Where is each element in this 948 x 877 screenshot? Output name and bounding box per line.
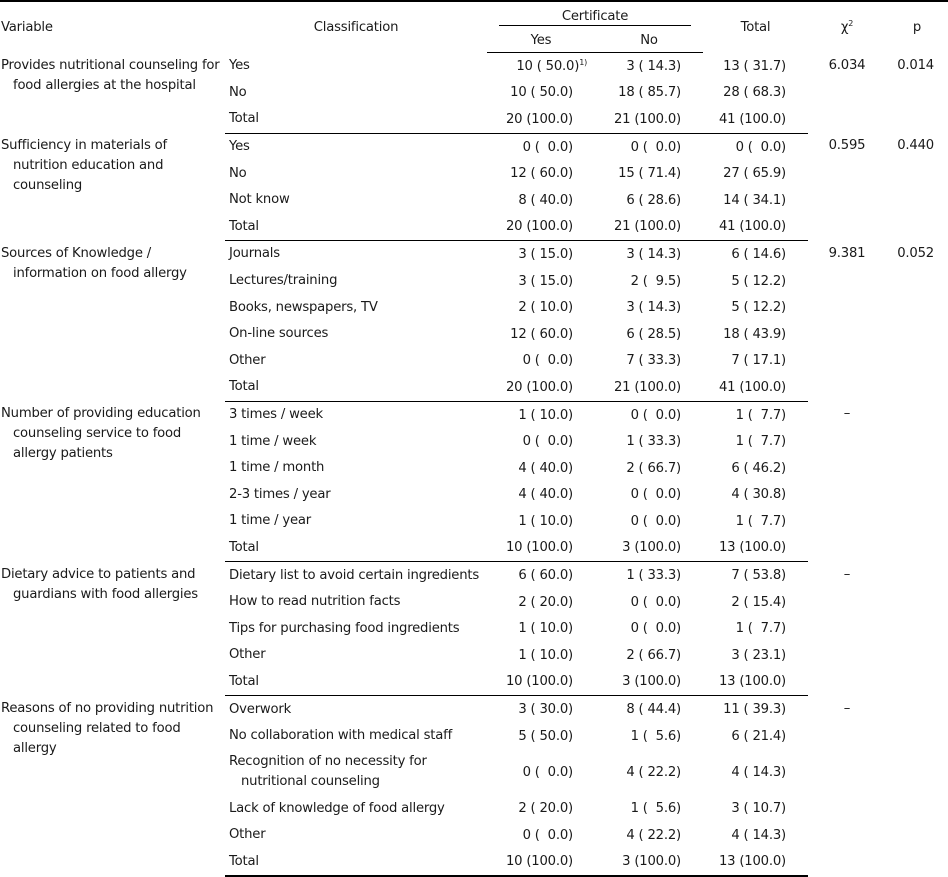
yes-cell — [487, 749, 595, 795]
header-certificate-label: Certificate — [499, 9, 691, 26]
classification-cell — [225, 696, 487, 723]
no-cell: 2 ( 66.7) — [626, 460, 681, 476]
classification-label: Total — [229, 673, 259, 689]
no-cell: 15 ( 71.4) — [618, 166, 681, 182]
classification-cell — [225, 589, 487, 616]
chi-square-cell: – — [843, 700, 851, 716]
variable-cell — [0, 562, 225, 696]
classification-cell — [225, 749, 487, 795]
yes-cell — [487, 615, 595, 642]
chi-square-cell: – — [843, 566, 851, 582]
yes-value: 0 ( 0.0) — [522, 139, 573, 155]
classification-label: Books, newspapers, TV — [229, 299, 378, 315]
no-cell: 3 ( 14.3) — [626, 246, 681, 262]
total-cell: 27 ( 65.9) — [723, 166, 786, 182]
classification-cell — [225, 535, 487, 562]
classification-label: Total — [229, 539, 259, 555]
classification-cell — [225, 822, 487, 849]
header-variable: Variable — [0, 1, 225, 53]
yes-cell — [487, 642, 595, 669]
yes-cell — [487, 106, 595, 133]
total-cell: 0 ( 0.0) — [735, 139, 786, 155]
header-no: No — [595, 28, 703, 53]
classification-cell — [225, 455, 487, 482]
total-cell: 5 ( 12.2) — [731, 273, 786, 289]
no-cell: 6 ( 28.6) — [626, 192, 681, 208]
variable-label: Reasons of no providing nutrition counseling related to food allergy — [1, 700, 214, 756]
header-p: p — [886, 1, 948, 53]
classification-label: On-line sources — [229, 326, 329, 342]
yes-cell — [487, 428, 595, 455]
total-cell: 11 ( 39.3) — [723, 702, 786, 718]
yes-cell — [487, 53, 595, 80]
classification-label: Tips for purchasing food ingredients — [229, 620, 460, 636]
no-cell: 0 ( 0.0) — [630, 594, 681, 610]
no-cell: 21 (100.0) — [595, 106, 703, 133]
yes-value: 0 ( 0.0) — [522, 764, 573, 780]
yes-cell — [487, 401, 595, 428]
variable-cell — [0, 133, 225, 240]
no-cell: 0 ( 0.0) — [630, 139, 681, 155]
chi-square-cell: 6.034 — [828, 57, 866, 73]
classification-cell — [225, 508, 487, 535]
classification-cell — [225, 482, 487, 509]
classification-label: Other — [229, 827, 266, 843]
yes-cell — [487, 696, 595, 723]
classification-label: 1 time / month — [229, 460, 325, 476]
yes-value: 5 ( 50.0) — [518, 728, 573, 744]
classification-cell — [225, 615, 487, 642]
yes-value: 10 ( 50.0) — [510, 85, 573, 101]
total-cell: 3 ( 23.1) — [731, 647, 786, 663]
yes-value: 0 ( 0.0) — [522, 827, 573, 843]
total-cell: 4 ( 14.3) — [731, 827, 786, 843]
yes-value: 4 ( 40.0) — [518, 460, 573, 476]
classification-label: Yes — [229, 139, 250, 155]
yes-value: 1 ( 10.0) — [518, 407, 573, 423]
yes-value: 4 ( 40.0) — [518, 487, 573, 503]
variable-label: Number of providing education counseling service to food allergy patients — [1, 406, 201, 462]
yes-cell — [487, 348, 595, 375]
no-cell: 3 ( 14.3) — [626, 300, 681, 316]
classification-label: Total — [229, 218, 259, 234]
classification-label: Dietary list to avoid certain ingredients — [229, 567, 480, 583]
classification-cell — [225, 241, 487, 268]
classification-cell — [225, 428, 487, 455]
yes-cell — [487, 133, 595, 160]
yes-value: 10 ( 50.0) — [516, 59, 580, 75]
classification-cell — [225, 106, 487, 133]
classification-cell — [225, 187, 487, 214]
no-cell: 1 ( 5.6) — [630, 801, 681, 817]
yes-value: 0 ( 0.0) — [522, 353, 573, 369]
p-value-cell: 0.052 — [897, 245, 934, 261]
total-cell: 13 (100.0) — [703, 849, 808, 877]
classification-cell — [225, 80, 487, 107]
classification-label: Yes — [229, 58, 250, 74]
total-cell: 2 ( 15.4) — [731, 594, 786, 610]
classification-label: Total — [229, 853, 259, 869]
yes-cell — [487, 374, 595, 401]
total-cell: 41 (100.0) — [703, 106, 808, 133]
yes-cell — [487, 723, 595, 750]
no-cell: 2 ( 9.5) — [630, 273, 681, 289]
table-row — [0, 401, 948, 428]
yes-value: 2 ( 20.0) — [518, 801, 573, 817]
classification-label: 1 time / week — [229, 433, 317, 449]
no-cell: 0 ( 0.0) — [630, 407, 681, 423]
classification-cell — [225, 133, 487, 160]
classification-cell — [225, 321, 487, 348]
header-total: Total — [703, 1, 808, 53]
yes-cell — [487, 294, 595, 321]
no-cell: 0 ( 0.0) — [630, 487, 681, 503]
classification-cell — [225, 401, 487, 428]
classification-label: Recognition of no necessity for nutritional counseling — [229, 754, 427, 790]
no-cell: 1 ( 33.3) — [626, 434, 681, 450]
classification-label: Journals — [229, 246, 280, 262]
yes-value: 2 ( 20.0) — [518, 594, 573, 610]
total-cell: 3 ( 10.7) — [731, 801, 786, 817]
total-cell: 41 (100.0) — [703, 214, 808, 241]
variable-cell — [0, 696, 225, 876]
yes-value: 6 ( 60.0) — [518, 568, 573, 584]
yes-value: 1 ( 10.0) — [518, 647, 573, 663]
total-cell: 1 ( 7.7) — [735, 407, 786, 423]
no-cell: 2 ( 66.7) — [626, 647, 681, 663]
variable-label: Provides nutritional counseling for food allergies at the hospital — [1, 57, 220, 93]
no-cell: 3 ( 14.3) — [626, 58, 681, 74]
total-cell: 18 ( 43.9) — [723, 326, 786, 342]
yes-value: 1 ( 10.0) — [518, 621, 573, 637]
classification-label: 3 times / week — [229, 407, 323, 423]
total-cell: 7 ( 17.1) — [731, 353, 786, 369]
yes-value: 1 ( 10.0) — [518, 513, 573, 529]
no-cell: 1 ( 5.6) — [630, 728, 681, 744]
total-cell: 1 ( 7.7) — [735, 434, 786, 450]
table-row — [0, 562, 948, 589]
no-cell: 21 (100.0) — [595, 374, 703, 401]
no-cell: 4 ( 22.2) — [626, 827, 681, 843]
variable-label: Dietary advice to patients and guardians with food allergies — [1, 566, 198, 602]
chi-square-cell: – — [843, 406, 851, 422]
total-cell: 6 ( 14.6) — [731, 246, 786, 262]
header-chi-square: $\chi^2$ — [808, 1, 886, 53]
yes-cell — [487, 535, 595, 562]
yes-cell — [487, 455, 595, 482]
yes-value: 0 ( 0.0) — [522, 434, 573, 450]
yes-cell — [487, 562, 595, 589]
classification-cell — [225, 53, 487, 80]
variable-cell — [0, 401, 225, 562]
yes-value: 10 (100.0) — [505, 540, 573, 556]
classification-label: 2-3 times / year — [229, 486, 331, 502]
yes-cell — [487, 187, 595, 214]
variable-label: Sufficiency in materials of nutrition education and counseling — [1, 138, 167, 194]
classification-cell — [225, 294, 487, 321]
yes-value: 12 ( 60.0) — [510, 326, 573, 342]
p-value-cell: 0.014 — [897, 57, 934, 73]
table-row — [0, 696, 948, 723]
classification-cell — [225, 160, 487, 187]
table-row — [0, 241, 948, 268]
header-yes: Yes — [487, 28, 595, 53]
yes-value: 20 (100.0) — [505, 111, 573, 127]
yes-cell — [487, 822, 595, 849]
table-row — [0, 53, 948, 80]
variable-cell — [0, 241, 225, 402]
chi-square-cell: 0.595 — [828, 138, 866, 154]
no-cell: 7 ( 33.3) — [626, 353, 681, 369]
total-cell: 14 ( 34.1) — [723, 192, 786, 208]
classification-label: No — [229, 84, 247, 100]
classification-label: Lack of knowledge of food allergy — [229, 800, 445, 816]
no-cell: 3 (100.0) — [595, 849, 703, 877]
classification-cell — [225, 348, 487, 375]
classification-label: Total — [229, 111, 259, 127]
classification-label: How to read nutrition facts — [229, 594, 401, 610]
yes-cell — [487, 795, 595, 822]
no-cell: 21 (100.0) — [595, 214, 703, 241]
classification-label: Overwork — [229, 701, 292, 717]
p-value-cell — [886, 696, 948, 876]
yes-cell — [487, 849, 595, 877]
classification-label: 1 time / year — [229, 513, 312, 529]
yes-cell — [487, 669, 595, 696]
p-value-cell — [886, 401, 948, 562]
no-cell: 18 ( 85.7) — [618, 85, 681, 101]
classification-cell — [225, 214, 487, 241]
classification-cell — [225, 562, 487, 589]
no-cell: 3 (100.0) — [595, 535, 703, 562]
classification-cell — [225, 669, 487, 696]
yes-cell — [487, 268, 595, 295]
yes-value: 20 (100.0) — [505, 379, 573, 395]
yes-cell — [487, 482, 595, 509]
classification-label: Total — [229, 379, 259, 395]
yes-cell — [487, 80, 595, 107]
header-certificate — [487, 1, 703, 28]
no-cell: 1 ( 33.3) — [626, 568, 681, 584]
classification-label: No collaboration with medical staff — [229, 728, 453, 744]
p-value-cell: 0.440 — [897, 138, 934, 154]
classification-cell — [225, 268, 487, 295]
no-cell: 0 ( 0.0) — [630, 513, 681, 529]
total-cell: 13 ( 31.7) — [723, 58, 786, 74]
footnote-marker: 1) — [579, 58, 587, 68]
no-cell: 0 ( 0.0) — [630, 621, 681, 637]
yes-value: 3 ( 30.0) — [518, 702, 573, 718]
classification-cell — [225, 849, 487, 877]
yes-cell — [487, 321, 595, 348]
classification-label: Other — [229, 352, 266, 368]
variable-cell — [0, 53, 225, 134]
yes-cell — [487, 214, 595, 241]
table-body — [0, 53, 948, 877]
yes-cell — [487, 589, 595, 616]
total-cell: 41 (100.0) — [703, 374, 808, 401]
no-cell: 3 (100.0) — [595, 669, 703, 696]
yes-cell — [487, 241, 595, 268]
no-cell: 4 ( 22.2) — [626, 764, 681, 780]
total-cell: 28 ( 68.3) — [723, 85, 786, 101]
classification-cell — [225, 795, 487, 822]
yes-value: 3 ( 15.0) — [518, 273, 573, 289]
total-cell: 4 ( 14.3) — [731, 764, 786, 780]
p-value-cell — [886, 562, 948, 696]
total-cell: 1 ( 7.7) — [735, 513, 786, 529]
classification-cell — [225, 642, 487, 669]
no-cell: 8 ( 44.4) — [626, 702, 681, 718]
yes-cell — [487, 160, 595, 187]
total-cell: 6 ( 46.2) — [731, 460, 786, 476]
variable-label: Sources of Knowledge / information on food allergy — [1, 245, 187, 281]
classification-label: Other — [229, 647, 266, 663]
yes-value: 10 (100.0) — [505, 854, 573, 870]
total-cell: 5 ( 12.2) — [731, 300, 786, 316]
yes-value: 8 ( 40.0) — [518, 192, 573, 208]
header-classification: Classification — [225, 1, 487, 53]
yes-value: 12 ( 60.0) — [510, 166, 573, 182]
yes-value: 2 ( 10.0) — [518, 300, 573, 316]
total-cell: 13 (100.0) — [703, 535, 808, 562]
no-cell: 6 ( 28.5) — [626, 326, 681, 342]
classification-label: No — [229, 165, 247, 181]
total-cell: 6 ( 21.4) — [731, 728, 786, 744]
total-cell: 1 ( 7.7) — [735, 621, 786, 637]
yes-cell — [487, 508, 595, 535]
yes-value: 20 (100.0) — [505, 219, 573, 235]
classification-label: Not know — [229, 192, 290, 208]
total-cell: 7 ( 53.8) — [731, 568, 786, 584]
chi-square-cell: 9.381 — [828, 245, 866, 261]
yes-value: 10 (100.0) — [505, 674, 573, 690]
table-row — [0, 133, 948, 160]
classification-label: Lectures/training — [229, 273, 338, 289]
total-cell: 4 ( 30.8) — [731, 487, 786, 503]
yes-value: 3 ( 15.0) — [518, 246, 573, 262]
total-cell: 13 (100.0) — [703, 669, 808, 696]
classification-cell — [225, 374, 487, 401]
classification-cell — [225, 723, 487, 750]
